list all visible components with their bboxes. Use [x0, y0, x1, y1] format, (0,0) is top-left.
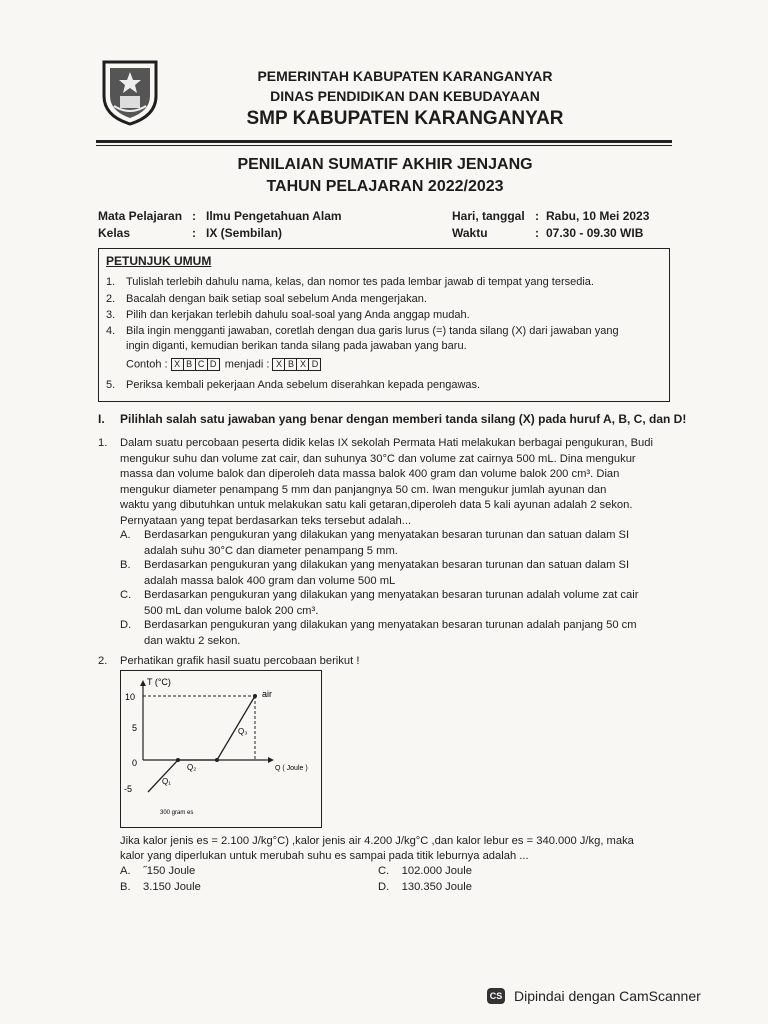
y-axis-arrow-icon	[140, 680, 146, 686]
kelas-label: Kelas	[98, 226, 131, 240]
header-line-2: DINAS PENDIDIKAN DAN KEBUDAYAAN	[270, 88, 540, 104]
label-q1: Q₁	[162, 777, 171, 786]
label-air: air	[262, 689, 273, 699]
label-q2: Q₂	[187, 763, 197, 772]
petunjuk-item: 5. Periksa kembali pekerjaan Anda sebelum diserahkan kepada pengawas.	[106, 379, 481, 391]
y-tick-10: 10	[125, 692, 136, 702]
colon: :	[192, 226, 196, 240]
header-rule-thick	[96, 140, 672, 143]
contoh-example: Contoh : X B C D menjadi : X B X D	[126, 358, 320, 371]
kelas-value: IX (Sembilan)	[206, 226, 283, 240]
karanganyar-emblem-icon	[98, 56, 162, 126]
y-axis-label: T (°C)	[147, 677, 171, 687]
data-point	[176, 758, 180, 762]
data-point	[253, 694, 257, 698]
q1-option-c[interactable]: Berdasarkan pengukuran yang dilakukan yang menyatakan besaran turunan adalah volume zat cair 500 mL dan volume balok 200 cm³.	[144, 589, 639, 617]
section-instruction: Pilihlah salah satu jawaban yang benar dengan memberi tanda silang (X) pada huruf A, B, C, dan D!	[120, 412, 687, 426]
mapel-label: Mata Pelajaran	[98, 209, 183, 223]
petunjuk-item: 3. Pilih dan kerjakan terlebih dahulu soal-soal yang Anda anggap mudah.	[106, 309, 470, 321]
q2-option-c[interactable]: C. 102.000 Joule	[378, 865, 472, 877]
data-point	[215, 758, 219, 762]
y-tick-5: 5	[132, 723, 138, 733]
q1-option-d[interactable]: Berdasarkan pengukuran yang dilakukan yang menyatakan besaran turunan adalah panjang 50 cm dan waktu 2 sekon.	[144, 619, 637, 647]
q1-option-b-letter[interactable]: B.	[120, 559, 131, 571]
q1-option-c-letter[interactable]: C.	[120, 589, 132, 601]
header-rule-thin	[96, 145, 672, 146]
waktu-value: 07.30 - 09.30 WIB	[546, 226, 644, 240]
q2-info-line-2: kalor yang diperlukan untuk merubah suhu es sampai pada titik leburnya adalah ...	[120, 850, 529, 862]
q1-option-d-letter[interactable]: D.	[120, 619, 132, 631]
waktu-label: Waktu	[452, 226, 488, 240]
petunjuk-item: 4. Bila ingin mengganti jawaban, coretlah dengan dua garis lurus (=) tanda silang (X) dari jawaban yang	[106, 325, 619, 337]
q2-option-a[interactable]: A. ˝150 Joule	[120, 865, 196, 877]
q2-option-b[interactable]: B. 3.150 Joule	[120, 881, 201, 893]
camscanner-watermark: Dipindai dengan CamScanner	[514, 988, 701, 1004]
petunjuk-title: PETUNJUK UMUM	[106, 254, 212, 268]
temperature-heat-chart	[120, 670, 322, 828]
q2-option-d[interactable]: D. 130.350 Joule	[378, 881, 472, 893]
petunjuk-item: ingin diganti, kemudian berikan tanda silang pada jawaban yang baru.	[126, 340, 467, 352]
q2-number: 2.	[98, 655, 108, 667]
q1-option-a[interactable]: Berdasarkan pengukuran yang dilakukan yang menyatakan besaran turunan dan satuan dalam SI adalah suhu 30°C dan diameter penampang 5 mm.	[144, 529, 630, 557]
camscanner-logo-icon: CS	[487, 988, 505, 1004]
colon: :	[535, 209, 539, 223]
q2-stem: Perhatikan grafik hasil suatu percobaan berikut !	[120, 655, 360, 667]
label-q3: Q₃	[238, 727, 248, 736]
exam-year: TAHUN PELAJARAN 2022/2023	[266, 178, 504, 195]
colon: :	[192, 209, 196, 223]
series-segment	[217, 696, 255, 760]
series-segment	[148, 760, 178, 792]
label-mass: 300 gram es	[160, 810, 194, 816]
q1-option-b[interactable]: Berdasarkan pengukuran yang dilakukan yang menyatakan besaran turunan dan satuan dalam SI adalah massa balok 400 gram dan volume 500 mL	[144, 559, 630, 587]
y-tick-minus-5: -5	[124, 784, 133, 794]
exam-title: PENILAIAN SUMATIF AKHIR JENJANG	[237, 156, 533, 173]
mapel-value: Ilmu Pengetahuan Alam	[206, 209, 342, 223]
header-school-name: SMP KABUPATEN KARANGANYAR	[246, 108, 564, 129]
section-number: I.	[98, 412, 105, 426]
q1-number: 1.	[98, 437, 108, 449]
petunjuk-item: 2. Bacalah dengan baik setiap soal sebelum Anda mengerjakan.	[106, 293, 427, 305]
q1-stem: Dalam suatu percobaan peserta didik kelas IX sekolah Permata Hati melakukan berbagai pengukuran, Budi mengukur suhu dan volume zat cair, dan suhunya 30°C dan volume zat cairnya 500 mL. Dina mengukur massa dan volume balok dan diperoleh data massa balok 400 gram dan volume balok 200 cm³. Dian mengukur diameter penampang 5 mm dan panjangnya 50 cm. Iwan mengukur jumlah ayunan dan waktu yang dibutuhkan untuk melakukan satu kali getaran,diperoleh data 5 kali ayunan adalah 2 sekon. Pernyataan yang tepat berdasarkan teks tersebut adalah...	[120, 437, 653, 527]
hari-label: Hari, tanggal	[452, 209, 525, 223]
x-axis-label: Q ( Joule )	[275, 765, 308, 772]
y-tick-0: 0	[132, 758, 138, 768]
petunjuk-item: 1. Tulislah terlebih dahulu nama, kelas, dan nomor tes pada lembar jawab di tempat yang tersedia.	[106, 276, 594, 288]
q1-option-a-letter[interactable]: A.	[120, 529, 131, 541]
chart-frame	[121, 671, 322, 828]
header-line-1: PEMERINTAH KABUPATEN KARANGANYAR	[257, 68, 553, 84]
q2-info-line-1: Jika kalor jenis es = 2.100 J/kg°C) ,kalor jenis air 4.200 J/kg°C ,dan kalor lebur es = 340.000 J/kg, maka	[120, 835, 634, 847]
colon: :	[535, 226, 539, 240]
x-axis-arrow-icon	[268, 757, 274, 763]
hari-value: Rabu, 10 Mei 2023	[546, 209, 650, 223]
